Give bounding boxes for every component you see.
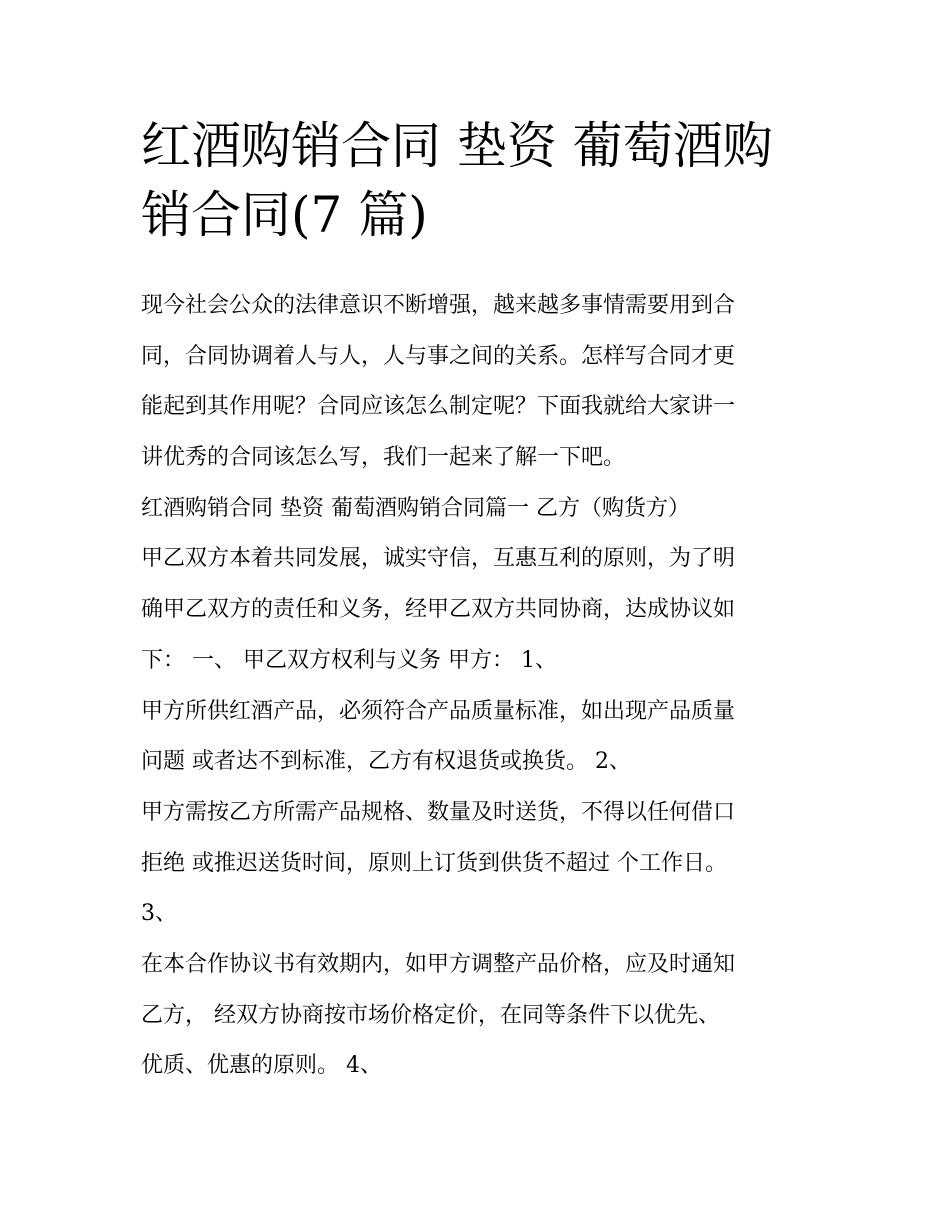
body-line: 问题 或者达不到标准，乙方有权退货或换货。 2、 bbox=[141, 749, 631, 775]
body-line: 能起到其作用呢？合同应该怎么制定呢？下面我就给大家讲一 bbox=[141, 394, 736, 420]
document-body bbox=[141, 281, 821, 1092]
body-line: 甲方需按乙方所需产品规格、数量及时送货，不得以任何借口 bbox=[141, 799, 736, 825]
body-line: 下： 一、 甲乙双方权利与义务 甲方： 1、 bbox=[141, 647, 557, 673]
body-line: 优质、优惠的原则。 4、 bbox=[141, 1053, 382, 1079]
body-line: 甲乙双方本着共同发展，诚实守信，互惠互利的原则，为了明 bbox=[141, 546, 736, 572]
body-line: 甲方所供红酒产品，必须符合产品质量标准，如出现产品质量 bbox=[141, 698, 736, 724]
body-line: 乙方， 经双方协商按市场价格定价，在同等条件下以优先、 bbox=[141, 1002, 720, 1028]
body-line: 讲优秀的合同该怎么写，我们一起来了解一下吧。 bbox=[141, 445, 626, 471]
body-line: 同，合同协调着人与人，人与事之间的关系。怎样写合同才更 bbox=[141, 343, 736, 369]
section-heading-line: 红酒购销合同 垫资 葡萄酒购销合同篇一 乙方（购货方） bbox=[141, 495, 690, 521]
body-line: 在本合作协议书有效期内，如甲方调整产品价格，应及时通知 bbox=[141, 951, 736, 977]
document-title bbox=[141, 112, 821, 250]
body-line: 拒绝 或推迟送货时间，原则上订货到供货不超过 个工作日。 bbox=[141, 850, 727, 876]
title-line: 销合同(7 篇) bbox=[141, 186, 428, 244]
title-line: 红酒购销合同 垫资 葡萄酒购 bbox=[141, 117, 773, 175]
body-line: 3、 bbox=[141, 901, 177, 927]
body-line: 现今社会公众的法律意识不断增强，越来越多事情需要用到合 bbox=[141, 293, 736, 318]
body-line: 确甲乙双方的责任和义务，经甲乙双方共同协商，达成协议如 bbox=[141, 597, 736, 623]
